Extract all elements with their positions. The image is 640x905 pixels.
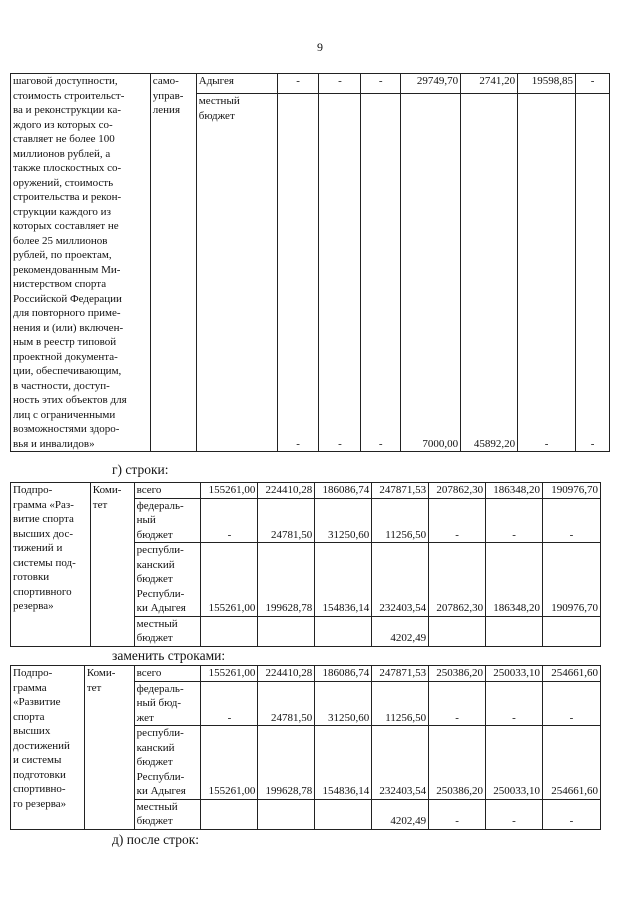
description-line: возможностями здоро- — [13, 423, 120, 435]
value-cell: - — [277, 94, 319, 452]
description-line: ции, обеспечивающим, — [13, 365, 122, 377]
table-continuation — [10, 73, 610, 452]
value-cell: 232403,54 — [372, 543, 429, 617]
value-cell: 232403,54 — [372, 726, 429, 800]
source-line: республи- — [136, 544, 184, 556]
source-line: бюджет — [136, 815, 173, 827]
value-cell: 186086,74 — [315, 483, 372, 499]
value-cell — [258, 616, 315, 646]
value-cell: 190976,70 — [542, 543, 600, 617]
description-line: стоимость строительст- — [13, 89, 125, 102]
source-line: местный — [136, 617, 178, 630]
page-number: 9 — [317, 40, 323, 54]
subprogram-line: спорта — [13, 710, 45, 723]
subprogram-line: «Развитие — [13, 696, 61, 708]
description-line: более 25 миллионов — [13, 234, 108, 247]
value-cell: 186348,20 — [486, 483, 543, 499]
value-cell: 19598,85 — [518, 74, 576, 94]
value-cell: 199628,78 — [258, 726, 315, 800]
value-cell: - — [361, 94, 401, 452]
description-line: в частности, доступ- — [13, 379, 110, 392]
source-line: ки Адыгея — [136, 602, 186, 614]
source-line: канский — [136, 741, 175, 754]
value-cell: 4202,49 — [372, 799, 429, 829]
value-cell: 24781,50 — [258, 681, 315, 726]
executor-line: тет — [86, 681, 102, 694]
description-line: ждого из которых со- — [13, 118, 113, 131]
description-line: вья и инвалидов» — [13, 437, 95, 450]
description-line: струкции каждого из — [13, 205, 111, 218]
value-cell: 4202,49 — [372, 616, 429, 646]
table-new-rows — [10, 665, 601, 830]
value-cell: 207862,30 — [429, 483, 486, 499]
executor-cell — [150, 74, 196, 452]
value-cell: 199628,78 — [258, 543, 315, 617]
description-line: рублей, по проектам, — [13, 249, 112, 261]
executor-line: ления — [152, 104, 181, 116]
value-cell: - — [319, 74, 361, 94]
value-cell: 29749,70 — [401, 74, 461, 94]
subprogram-line: тижений и — [13, 542, 63, 554]
executor-cell — [90, 483, 134, 647]
subprogram-line: и системы — [13, 754, 62, 766]
value-cell: 154836,14 — [315, 543, 372, 617]
source-line: местный — [198, 95, 240, 107]
value-cell: 224410,28 — [258, 666, 315, 682]
source-line: всего — [136, 484, 162, 496]
value-cell: 254661,60 — [542, 666, 600, 682]
subprogram-line: Подпро- — [13, 667, 53, 679]
value-cell: - — [429, 498, 486, 543]
description-line: строительства и рекон- — [13, 191, 122, 203]
value-cell — [201, 799, 258, 829]
value-cell: 24781,50 — [258, 498, 315, 543]
heading-d: д) после строк: — [112, 832, 200, 847]
description-line: для повторного приме- — [13, 307, 121, 319]
value-cell: 11256,50 — [372, 681, 429, 726]
value-cell: 45892,20 — [461, 94, 518, 452]
heading-replace: заменить строками: — [112, 648, 226, 663]
value-cell: - — [319, 94, 361, 452]
description-line: нения и (или) включен- — [13, 321, 124, 334]
source-line: федераль- — [136, 682, 184, 695]
description-line: которых составляет не — [13, 220, 119, 232]
source-line: Республи- — [136, 587, 185, 600]
subprogram-line: системы под- — [13, 556, 76, 569]
funding-source — [134, 799, 201, 829]
source-line: жет — [136, 711, 154, 724]
table-row — [11, 483, 601, 499]
source-line: бюджет — [136, 573, 173, 585]
funding-source — [134, 498, 201, 543]
funding-source — [134, 483, 201, 499]
value-cell: - — [429, 799, 486, 829]
source-line: бюджет — [136, 756, 173, 768]
source-line: бюджет — [136, 632, 173, 644]
description-line: оружений, стоимость — [13, 176, 114, 189]
value-cell: 250033,10 — [486, 726, 543, 800]
value-cell: 250386,20 — [429, 726, 486, 800]
funding-source — [134, 681, 201, 726]
value-cell: 2741,20 — [461, 74, 518, 94]
value-cell: 190976,70 — [542, 483, 600, 499]
executor-cell — [84, 666, 134, 830]
subprogram-line: грамма — [13, 681, 47, 694]
description-line: шаговой доступности, — [13, 75, 118, 87]
value-cell — [486, 616, 543, 646]
value-cell: - — [429, 681, 486, 726]
value-cell: 247871,53 — [372, 666, 429, 682]
value-cell: - — [542, 799, 600, 829]
table-row — [11, 666, 601, 682]
source-line: ный бюд- — [136, 697, 182, 709]
source-line: бюджет — [198, 109, 235, 122]
value-cell: - — [201, 681, 258, 726]
value-cell: 155261,00 — [201, 726, 258, 800]
source-line: местный — [136, 800, 178, 813]
value-cell: - — [486, 799, 543, 829]
value-cell — [542, 616, 600, 646]
source-line: бюджет — [136, 528, 173, 541]
value-cell: - — [576, 74, 610, 94]
value-cell — [258, 799, 315, 829]
source-line: всего — [136, 667, 162, 679]
funding-source — [134, 726, 201, 800]
value-cell: 155261,00 — [201, 666, 258, 682]
value-cell: 250033,10 — [486, 666, 543, 682]
value-cell: - — [486, 498, 543, 543]
measure-description — [11, 74, 151, 452]
value-cell: - — [486, 681, 543, 726]
value-cell: 207862,30 — [429, 543, 486, 617]
value-cell: - — [542, 498, 600, 543]
source-adygea: Адыгея — [196, 74, 277, 94]
value-cell — [315, 799, 372, 829]
executor-line: Коми- — [92, 484, 122, 496]
source-line: республи- — [136, 727, 184, 739]
value-cell — [429, 616, 486, 646]
value-cell — [315, 616, 372, 646]
executor-line: Коми- — [86, 667, 116, 679]
value-cell: 224410,28 — [258, 483, 315, 499]
subprogram-line: высших — [13, 725, 51, 737]
value-cell: - — [201, 498, 258, 543]
source-local-budget — [196, 94, 277, 452]
source-line: федераль- — [136, 499, 184, 512]
description-line: ность этих объектов для — [13, 394, 127, 406]
heading-g: г) строки: — [112, 462, 169, 477]
value-cell: 11256,50 — [372, 498, 429, 543]
value-cell: - — [576, 94, 610, 452]
value-cell: 250386,20 — [429, 666, 486, 682]
funding-source — [134, 616, 201, 646]
subprogram-line: готовки — [13, 571, 50, 583]
value-cell: 155261,00 — [201, 543, 258, 617]
subprogram-line: подготовки — [13, 768, 66, 781]
source-line: ки Адыгея — [136, 785, 186, 797]
value-cell: 31250,60 — [315, 681, 372, 726]
source-line: канский — [136, 558, 175, 571]
funding-source — [134, 543, 201, 617]
subprogram-line: резерва» — [13, 600, 54, 612]
value-cell: 254661,60 — [542, 726, 600, 800]
subprogram-line: спортивно- — [13, 783, 66, 795]
source-line: ный — [136, 514, 156, 526]
funding-source — [134, 666, 201, 682]
subprogram-line: спортивного — [13, 585, 72, 598]
value-cell: 154836,14 — [315, 726, 372, 800]
value-cell: 31250,60 — [315, 498, 372, 543]
subprogram-line: достижений — [13, 739, 70, 752]
value-cell: 155261,00 — [201, 483, 258, 499]
description-line: рекомендованным Ми- — [13, 263, 121, 276]
subprogram-line: Подпро- — [13, 484, 53, 496]
subprogram-name — [11, 483, 91, 647]
subprogram-line: витие спорта — [13, 513, 74, 525]
subprogram-line: грамма «Раз- — [13, 498, 74, 511]
description-line: ва и реконструкции ка- — [13, 104, 122, 116]
executor-line: управ- — [152, 89, 184, 102]
description-line: проектной документа- — [13, 350, 118, 363]
value-cell: 186348,20 — [486, 543, 543, 617]
value-cell: - — [542, 681, 600, 726]
value-cell: 186086,74 — [315, 666, 372, 682]
description-line: лиц с ограниченными — [13, 408, 116, 421]
subprogram-line: го резерва» — [13, 797, 67, 810]
executor-line: само- — [152, 75, 179, 87]
description-line: миллионов рублей, а — [13, 147, 111, 160]
executor-line: тет — [92, 498, 108, 511]
subprogram-name — [11, 666, 85, 830]
value-cell: 7000,00 — [401, 94, 461, 452]
value-cell — [201, 616, 258, 646]
value-cell: - — [361, 74, 401, 94]
source-line: Республи- — [136, 770, 185, 783]
description-line: нистерством спорта — [13, 278, 107, 290]
subprogram-line: высших дос- — [13, 527, 73, 540]
description-line: ным в реестр типовой — [13, 336, 117, 348]
value-cell: - — [277, 74, 319, 94]
description-line: ставляет не более 100 — [13, 133, 115, 145]
table-old-rows — [10, 482, 601, 647]
value-cell: - — [518, 94, 576, 452]
value-cell: 247871,53 — [372, 483, 429, 499]
description-line: Российской Федерации — [13, 292, 122, 305]
description-line: также плоскостных со- — [13, 162, 122, 174]
